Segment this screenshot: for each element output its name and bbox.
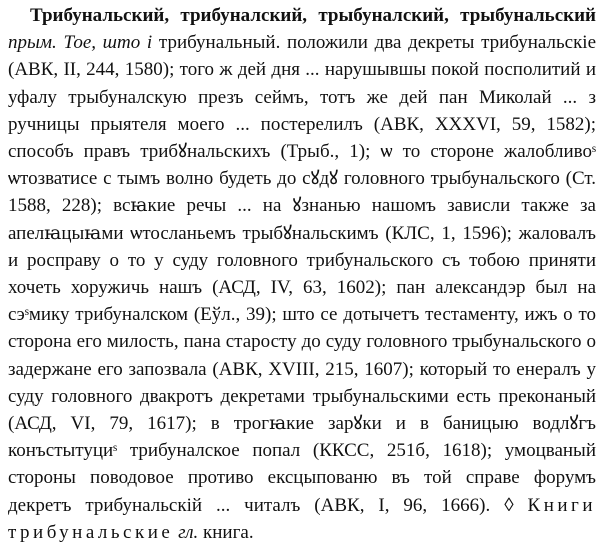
- entry-headword: Трибунальский, трибуналский, трыбуналский, трыбунальский: [30, 5, 596, 26]
- entry-definition: Тое, што і: [63, 32, 153, 54]
- phrase-reference-word: книга.: [203, 521, 254, 543]
- cross-reference-word: трибунальный.: [158, 32, 281, 54]
- entry-quotations: положили два декреты трибунальскіе (АВК, II, 244, 1580); того ж дей дня ... нарушывшы покой посполитий и уфалу трыбуналскую презъ сеймъ, тотъ же дей пан Миколай ... з ручницы прыятеля моего ... постерелилъ (АВК, XXXVI, 59, 1582); способъ правъ трибꙋнальскихъ (Трыб., 1); ѡ то стороне жалобливоˢ ѡтозватисе с тымъ волно будеть до сꙋдꙋ головного трыбунальского (Ст. 1588, 228); всꙗкие речы ... на ꙋзнанью нашомъ зависли также за апелꙗцыꙗми ѡтосланьемъ трыбꙋнальскимъ (КЛС, 1, 1596); жаловалъ и росправу о то у суду головного трибунальского съ тобою приняти хочеть хоружичь нашъ (АСД, IV, 63, 1602); пан александэр был на сэˢмику трибуналском (Еўл., 39); што се дотычетъ тестаменту, ижъ о то сторона его милость, пана старосту до суду головного трыбунальского о задержане его запозвала (АВК, XVIII, 215, 1607); который то енералъ у суду головного двакротъ декретами трыбунальскими есть преконаный (АСД, VI, 79, 1617); в трогꙗкие зарꙋки и в баницыю водлꙋгъ конъстытуциˢ трибуналское попал (ККСС, 251б, 1618); умоцваный стороны поводовое противо ексцыпованю въ той справе форумъ декретъ трибунальскій ... читалъ (АВК, I, 96, 1666).: [8, 32, 597, 516]
- phrase-reference-abbreviation: гл.: [178, 521, 199, 543]
- phrase-marker-icon: ◊: [504, 494, 514, 516]
- grammar-label: прым.: [8, 32, 57, 54]
- set-phrase: Книги трибунальские: [8, 494, 597, 543]
